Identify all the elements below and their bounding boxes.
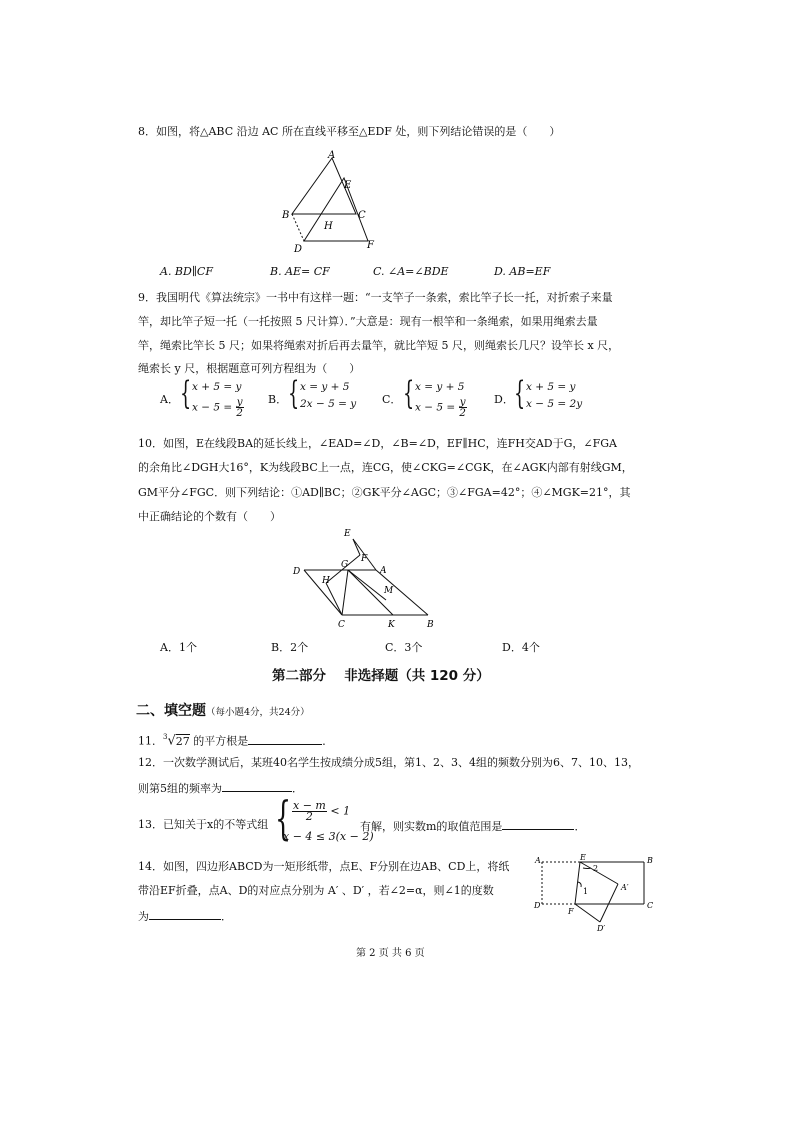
q9-option-c-eq2: [415, 397, 467, 418]
section2-title: 二、填空题: [136, 703, 206, 719]
q9-option-c-brace: {: [403, 374, 415, 412]
q14-end: ．: [221, 910, 232, 923]
q14-line3-text: 为: [138, 910, 149, 923]
q9-line2: 竿，却比竿子短一托（一托按照 5 尺计算）．”大意是：现有一根竿和一条绳索，如果用绳索去量: [138, 315, 598, 328]
q9-option-b-label[interactable]: B．: [268, 393, 288, 406]
segment-ea-prime: [580, 862, 618, 884]
q11-prefix: 11．: [138, 734, 163, 748]
q8-label-d: D: [294, 244, 303, 254]
q13-ineq2: x − 4 ≤ 3(x − 2): [283, 830, 374, 843]
q9-option-a-den: 2: [236, 407, 243, 419]
q10-line4: 中正确结论的个数有（ ）: [138, 510, 281, 523]
q14-label-d: D: [534, 901, 541, 910]
q9-option-c-den: 2: [459, 407, 466, 419]
q13-ineq1-right: < 1: [330, 804, 351, 818]
q10-line1: 10．如图，E在线段BA的延长线上，∠EAD=∠D，∠B=∠D，EF∥HC，连FH交AD于G，∠FGA: [138, 437, 617, 450]
q9-option-d-eq2: x − 5 = 2y: [526, 398, 583, 410]
q8-option-c[interactable]: C. ∠A=∠BDE: [373, 265, 449, 278]
q10-label-b: B: [427, 620, 434, 630]
q10-label-g: G: [341, 560, 349, 570]
q11-suffix: 的平方根是: [189, 734, 249, 748]
q10-label-m: M: [384, 586, 394, 596]
q10-line2: 的余角比∠DGH大16°，K为线段BC上一点，连CG，使∠CKG=∠CGK，在∠AGK内部有射线GM，: [138, 461, 633, 474]
q10-line3: GM平分∠FGC．则下列结论：①AD∥BC；②GK平分∠AGC；③∠FGA=42°；④∠MGK=21°，其: [138, 486, 631, 499]
q9-option-a-eq1: x + 5 = y: [192, 381, 242, 393]
q10-option-c[interactable]: C．3个: [385, 641, 423, 654]
q10-label-d: D: [293, 567, 301, 577]
q9-line4: 绳索长 y 尺，根据题意可列方程组为（ ）: [138, 362, 361, 375]
q10-option-b[interactable]: B．2个: [271, 641, 309, 654]
q14-label-f: F: [568, 907, 574, 916]
q13-middle: 有解，则实数m的取值范围是: [360, 820, 503, 833]
q9-option-c-eq1: x = y + 5: [415, 381, 465, 393]
q10-label-e: E: [344, 529, 351, 539]
q13-end: ．: [574, 820, 586, 833]
q11-radical: [163, 731, 190, 749]
q9-option-a-brace: {: [180, 374, 192, 412]
q9-option-c-eq2-left: x − 5 =: [415, 401, 456, 414]
q13-answer-blank[interactable]: [502, 818, 574, 830]
q13-den: 2: [305, 810, 313, 823]
q8-option-a[interactable]: A. BD∥CF: [160, 265, 213, 278]
segment-d-prime-f: [575, 904, 600, 922]
q14-label-2: 2: [593, 864, 599, 873]
q9-option-d-eq1: x + 5 = y: [526, 381, 576, 393]
q13-num: x − m: [293, 799, 326, 812]
q8-stem: 8．如图，将△ABC 沿边 AC 所在直线平移至△EDF 处，则下列结论错误的是（ ）: [138, 125, 561, 138]
q12-line2-text: 则第5组的频率为: [138, 782, 222, 795]
q8-label-f: F: [367, 240, 374, 251]
q10-label-a: A: [380, 566, 387, 576]
q9-option-a-label[interactable]: A．: [160, 393, 179, 406]
q14-label-1: 1: [583, 887, 589, 896]
q9-option-c-num: y: [459, 396, 466, 408]
q14-line2: 带沿EF折叠，点A、D的对应点分别为 A′ 、D′ ，若∠2=α，则∠1的度数: [138, 884, 494, 897]
q9-option-c-label[interactable]: C．: [382, 393, 402, 406]
q8-label-b: B: [282, 210, 290, 221]
q11-radical-index: 3: [163, 733, 168, 741]
q10-figure: [288, 525, 438, 630]
q8-option-b[interactable]: B. AE= CF: [270, 265, 330, 278]
page-footer: 第 2 页 共 6 页: [356, 948, 425, 959]
q13-brace: {: [275, 791, 292, 845]
q14-label-b: B: [647, 856, 653, 865]
q10-label-h: H: [322, 576, 330, 586]
segment-gc: [342, 570, 348, 615]
part2-title: 第二部分 非选择题（共 120 分）: [272, 668, 490, 684]
q14-label-a: A: [535, 856, 541, 865]
segment-a-prime-d-prime: [600, 884, 618, 922]
q13-ineq1: [292, 801, 350, 822]
q13-prefix: 13．已知关于x的不等式组: [138, 818, 269, 831]
q14-line3: [138, 908, 232, 924]
q9-options: [160, 374, 620, 420]
q9-option-a-num: y: [236, 396, 243, 408]
section2-heading: [136, 700, 310, 720]
q13-system: [275, 791, 374, 846]
q12-line1: 12．一次数学测试后，某班40名学生按成绩分成5组，第1、2、3、4组的频数分别为6、7、10、13，: [138, 756, 639, 769]
q8-options: [160, 265, 660, 279]
q14-label-d-prime: D′: [597, 924, 606, 932]
q14-label-c: C: [647, 901, 654, 910]
q9-option-d-label[interactable]: D．: [494, 393, 514, 406]
q14-label-a-prime: A′: [621, 883, 629, 892]
q14-label-e: E: [580, 853, 586, 862]
q8-label-e: E: [344, 180, 352, 191]
q8-label-h: H: [324, 221, 333, 232]
radical-sign-icon: √: [167, 733, 176, 749]
q9-option-d-brace: {: [514, 374, 526, 412]
segment-bd: [292, 214, 304, 241]
q10-option-d[interactable]: D．4个: [502, 641, 540, 654]
q9-option-a-eq2: [192, 397, 244, 418]
q10-label-k: K: [388, 620, 395, 630]
q10-label-c: C: [338, 620, 345, 630]
q9-option-b-brace: {: [288, 374, 300, 412]
q9-line3: 竿，绳索比竿长 5 尺；如果将绳索对折后再去量竿，就比竿短 5 尺，则绳索长几尺？设竿长 x 尺，: [138, 339, 620, 352]
q10-label-f: F: [361, 554, 368, 564]
q14-line1: 14．如图，四边形ABCD为一矩形纸带，点E、F分别在边AB、CD上，将纸: [138, 860, 510, 873]
q14-figure: [530, 852, 658, 932]
q9-option-a-eq2-left: x − 5 =: [192, 401, 233, 414]
q13-fraction: [292, 801, 327, 822]
q11-answer-blank[interactable]: [248, 733, 322, 745]
q9-option-b-eq2: 2x − 5 = y: [300, 398, 357, 410]
q9-option-c-fraction: [459, 397, 467, 418]
q14-answer-blank[interactable]: [149, 908, 221, 920]
q10-option-a[interactable]: A．1个: [160, 641, 197, 654]
q11-line: [138, 731, 333, 749]
q9-option-b-eq1: x = y + 5: [300, 381, 350, 393]
q8-label-c: C: [358, 210, 366, 221]
q11-end: ．: [322, 734, 334, 748]
q11-radicand: 27: [175, 734, 190, 748]
q10-options: [160, 639, 560, 653]
q8-label-a: A: [328, 150, 336, 161]
q12-end: ．: [292, 782, 303, 795]
q8-option-d[interactable]: D. AB=EF: [494, 265, 551, 278]
q13-tail: [360, 818, 585, 834]
angle-2-arc: [583, 868, 591, 869]
angle-1-arc: [578, 882, 581, 887]
q8-figure: [280, 148, 380, 254]
section2-note: （每小题4分，共24分）: [206, 707, 310, 718]
q9-option-a-fraction: [236, 397, 244, 418]
q9-line1: 9．我国明代《算法统宗》一书中有这样一题：“一支竿子一条索，索比竿子长一托，对折索子来量: [138, 291, 613, 304]
